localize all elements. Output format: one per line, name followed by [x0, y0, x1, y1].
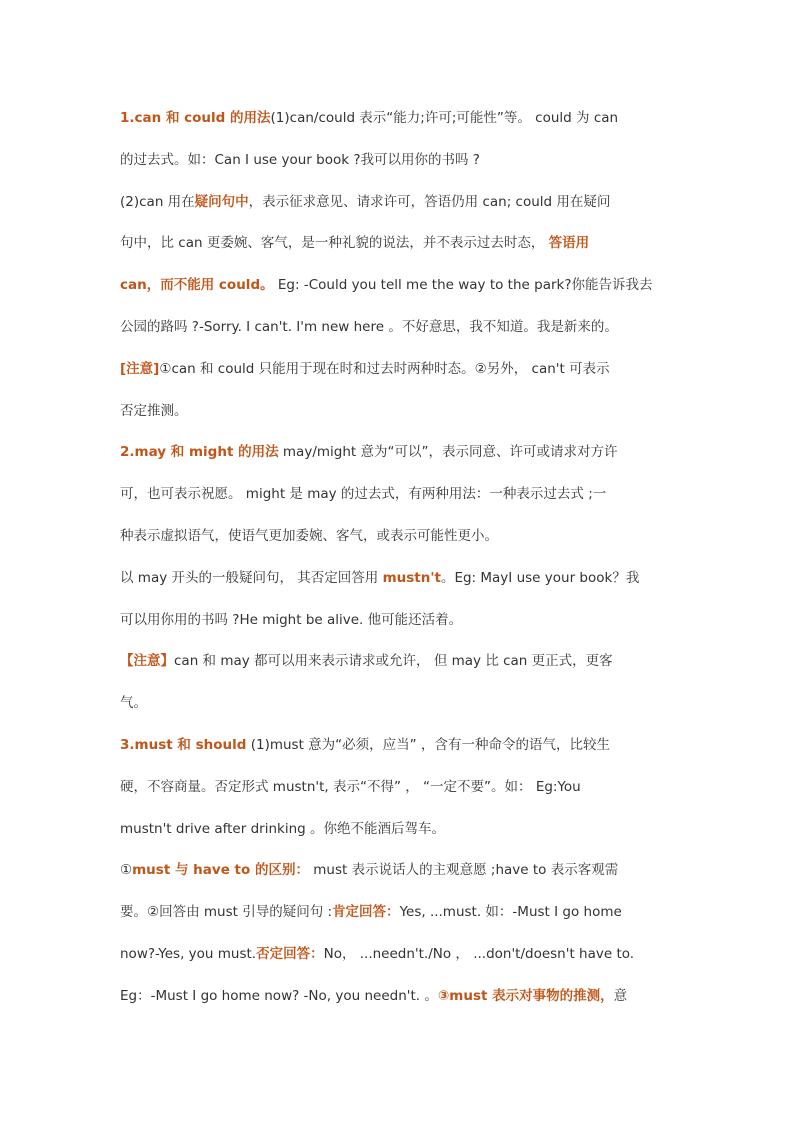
body-text: ，表示征求意见、请求许可，答语仍用 can; could 用在疑问 — [248, 194, 611, 210]
body-text: can 和 may 都可以用来表示请求或允许， 但 may 比 can 更正式，更客 — [174, 653, 613, 669]
body-text: 否定推测。 — [120, 403, 188, 419]
highlighted-text: 答语用 — [548, 235, 590, 251]
text-line — [120, 944, 680, 964]
highlighted-text: 2.may 和 might 的用法 — [120, 444, 279, 460]
text-line — [120, 442, 680, 462]
text-line — [120, 150, 680, 170]
text-line — [120, 986, 680, 1006]
highlighted-text: 否定回答： — [256, 946, 324, 962]
highlighted-text: ③must 表示对事物的推测， — [437, 988, 614, 1004]
body-text: (1)must 意为“必须，应当” ，含有一种命令的语气，比较生 — [246, 737, 610, 753]
highlighted-text: mustn't — [382, 570, 441, 586]
body-text: must 表示说话人的主观意愿 ;have to 表示客观需 — [308, 862, 619, 878]
body-text: No， ...needn't./No ， ...don't/doesn't have to. — [323, 946, 635, 962]
body-text: 。Eg: MayI use your book？我 — [440, 570, 640, 586]
body-text: ① — [120, 862, 133, 878]
body-text: Eg: -Could you tell me the way to the park?你能告诉我去 — [273, 277, 653, 293]
body-text: may/might 意为“可以”，表示同意、许可或请求对方许 — [278, 444, 618, 460]
highlighted-text: 1.can 和 could 的用法 — [120, 110, 271, 126]
body-text: mustn't drive after drinking 。你绝不能酒后驾车。 — [120, 821, 445, 837]
text-line — [120, 777, 680, 797]
highlighted-text: 疑问句中 — [194, 194, 249, 210]
text-line — [120, 860, 680, 880]
text-line — [120, 233, 680, 253]
text-line — [120, 526, 680, 546]
body-text: ①can 和 could 只能用于现在时和过去时两种时态。②另外， can't 可表示 — [159, 361, 610, 377]
text-line — [120, 275, 680, 295]
text-line — [120, 819, 680, 839]
text-line — [120, 484, 680, 504]
body-text: now?-Yes, you must. — [120, 946, 257, 962]
body-text: (2)can 用在 — [120, 194, 195, 210]
text-line — [120, 902, 680, 922]
body-text: 以 may 开头的一般疑问句， 其否定回答用 — [120, 570, 383, 586]
body-text: 要。②回答由 must 引导的疑问句 : — [120, 904, 333, 920]
highlighted-text: 【注意】 — [120, 653, 174, 669]
highlighted-text: must 与 have to 的区别： — [132, 862, 309, 878]
highlighted-text: 3.must 和 should — [120, 737, 247, 753]
body-text: 句中，比 can 更委婉、客气，是一种礼貌的说法，并不表示过去时态， — [120, 235, 549, 251]
highlighted-text: [注意] — [120, 361, 160, 377]
body-text: (1)can/could 表示“能力;许可;可能性”等。 could 为 can — [270, 110, 619, 126]
text-line — [120, 192, 680, 212]
body-text: 种表示虚拟语气，使语气更加委婉、客气，或表示可能性更小。 — [120, 528, 498, 544]
text-line — [120, 401, 680, 421]
body-text: 的过去式。如：Can I use your book ?我可以用你的书吗 ? — [120, 152, 480, 168]
body-text: 公园的路吗 ?-Sorry. I can't. I'm new here 。不好意思，我不知道。我是新来的。 — [120, 319, 618, 335]
body-text: 可以用你用的书吗 ?He might be alive. 他可能还活着。 — [120, 612, 463, 628]
body-text: 意 — [613, 988, 628, 1004]
body-text: 可，也可表示祝愿。 might 是 may 的过去式，有两种用法：一种表示过去式 ;一 — [120, 486, 607, 502]
text-line — [120, 693, 680, 713]
text-line — [120, 108, 680, 128]
body-text: Eg：-Must I go home now? -No, you needn't. 。 — [120, 988, 438, 1004]
text-line — [120, 651, 680, 671]
body-text: 硬，不容商量。否定形式 mustn't, 表示“不得” ， “一定不要”。如： Eg:You — [120, 779, 581, 795]
text-line — [120, 610, 680, 630]
text-line — [120, 568, 680, 588]
body-text: Yes, ...must. 如：-Must I go home — [399, 904, 622, 920]
body-text: 气。 — [120, 695, 147, 711]
text-line — [120, 735, 680, 755]
text-line — [120, 317, 680, 337]
highlighted-text: 肯定回答： — [332, 904, 400, 920]
highlighted-text: can，而不能用 could。 — [120, 277, 274, 293]
text-line — [120, 359, 680, 379]
